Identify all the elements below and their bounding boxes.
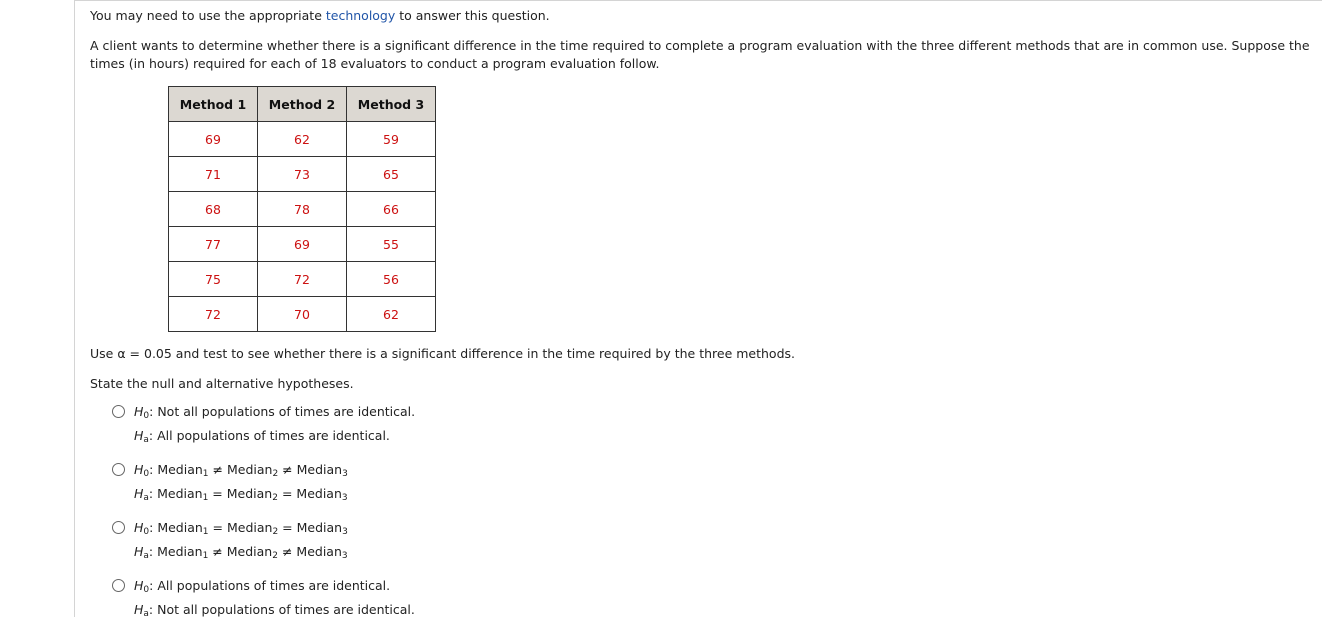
table-row [169, 262, 436, 297]
h-symbol: H [134, 520, 144, 535]
table-cell: 56 [347, 262, 436, 297]
h-symbol: H [134, 544, 144, 559]
table-row [169, 227, 436, 262]
data-table [168, 86, 436, 332]
subscript: 1 [202, 551, 209, 561]
null-hypothesis [134, 403, 415, 421]
table-cell: 68 [169, 192, 258, 227]
table-cell: 73 [258, 157, 347, 192]
alt-text: All populations of times are identical. [157, 428, 390, 443]
null-hypothesis [134, 577, 390, 595]
table-cell: 65 [347, 157, 436, 192]
alpha-instruction: Use α = 0.05 and test to see whether there is a significant difference in the time required by the three methods. [90, 346, 795, 361]
colon: : [149, 404, 158, 419]
null-subscript: 0 [143, 469, 150, 479]
colon: : [148, 486, 158, 501]
technology-note [90, 7, 550, 25]
table-cell: 69 [258, 227, 347, 262]
table-row [169, 122, 436, 157]
note-text-after: to answer this question. [395, 8, 550, 23]
h-symbol: H [134, 602, 144, 617]
radio-button[interactable] [112, 405, 125, 418]
null-subscript: 0 [143, 527, 150, 537]
subscript: 3 [341, 551, 348, 561]
median-label: Median [226, 544, 273, 559]
colon: : [149, 578, 158, 593]
median-label: Median [226, 520, 273, 535]
column-header: Method 1 [169, 87, 258, 122]
subscript: 1 [202, 527, 209, 537]
radio-button[interactable] [112, 463, 125, 476]
subscript: 1 [202, 469, 209, 479]
subscript: 3 [341, 493, 348, 503]
alt-subscript: a [143, 493, 149, 503]
operator: ≠ [282, 462, 293, 477]
problem-statement: A client wants to determine whether there is a significant difference in the time required to complete a program evaluation with the three different methods that are in common use. Suppose the times (in hours) required for each of 18 evaluators to conduct a program evaluation follow. [90, 38, 1310, 71]
colon: : [148, 428, 158, 443]
h-symbol: H [134, 486, 144, 501]
table-row [169, 157, 436, 192]
alternative-hypothesis [134, 427, 390, 445]
h-symbol: H [134, 462, 144, 477]
operator: = [212, 486, 223, 501]
median-label: Median [296, 462, 343, 477]
null-subscript: 0 [143, 585, 150, 595]
table-cell: 72 [169, 297, 258, 332]
table-cell: 70 [258, 297, 347, 332]
table-row [169, 297, 436, 332]
median-label: Median [157, 520, 203, 535]
h-symbol: H [134, 404, 144, 419]
colon: : [148, 602, 158, 617]
table-cell: 72 [258, 262, 347, 297]
median-label: Median [157, 462, 203, 477]
table-cell: 55 [347, 227, 436, 262]
null-hypothesis [134, 519, 348, 537]
column-header: Method 3 [347, 87, 436, 122]
table-cell: 78 [258, 192, 347, 227]
note-text-before: You may need to use the appropriate [90, 8, 326, 23]
null-text: All populations of times are identical. [157, 578, 391, 593]
table-cell: 71 [169, 157, 258, 192]
colon: : [149, 462, 158, 477]
table-header-row [169, 87, 436, 122]
alt-subscript: a [143, 609, 149, 619]
colon: : [149, 520, 158, 535]
alternative-hypothesis [134, 485, 348, 503]
top-rule [74, 0, 1322, 1]
operator: = [212, 520, 223, 535]
hypotheses-prompt: State the null and alternative hypotheses. [90, 376, 354, 391]
radio-button[interactable] [112, 579, 125, 592]
median-label: Median [226, 486, 273, 501]
operator: ≠ [212, 544, 223, 559]
h-symbol: H [134, 428, 144, 443]
operator: ≠ [281, 544, 293, 559]
alt-subscript: a [143, 551, 149, 561]
radio-button[interactable] [112, 521, 125, 534]
null-text: Not all populations of times are identical. [157, 404, 416, 419]
table-cell: 75 [169, 262, 258, 297]
table-cell: 62 [347, 297, 436, 332]
alternative-hypothesis [134, 543, 348, 561]
subscript: 2 [272, 551, 278, 561]
subscript: 3 [342, 469, 348, 479]
table-cell: 77 [169, 227, 258, 262]
median-label: Median [226, 462, 273, 477]
colon: : [148, 544, 158, 559]
median-label: Median [296, 520, 343, 535]
subscript: 2 [272, 493, 278, 503]
table-row [169, 192, 436, 227]
column-header: Method 2 [258, 87, 347, 122]
median-label: Median [296, 544, 342, 559]
table-cell: 69 [169, 122, 258, 157]
null-subscript: 0 [143, 411, 150, 421]
null-hypothesis [134, 461, 348, 479]
operator: = [282, 520, 293, 535]
table-cell: 59 [347, 122, 436, 157]
table-cell: 62 [258, 122, 347, 157]
subscript: 3 [342, 527, 348, 537]
table-cell: 66 [347, 192, 436, 227]
h-symbol: H [134, 578, 144, 593]
operator: = [281, 486, 293, 501]
left-rule [74, 0, 75, 617]
median-label: Median [296, 486, 342, 501]
median-label: Median [157, 544, 203, 559]
subscript: 2 [272, 469, 279, 479]
alt-text: Not all populations of times are identical. [157, 602, 415, 617]
alt-subscript: a [143, 435, 149, 445]
technology-link[interactable]: technology [325, 8, 396, 23]
alternative-hypothesis [134, 601, 415, 619]
median-label: Median [157, 486, 203, 501]
subscript: 1 [202, 493, 209, 503]
operator: ≠ [212, 462, 223, 477]
subscript: 2 [272, 527, 279, 537]
